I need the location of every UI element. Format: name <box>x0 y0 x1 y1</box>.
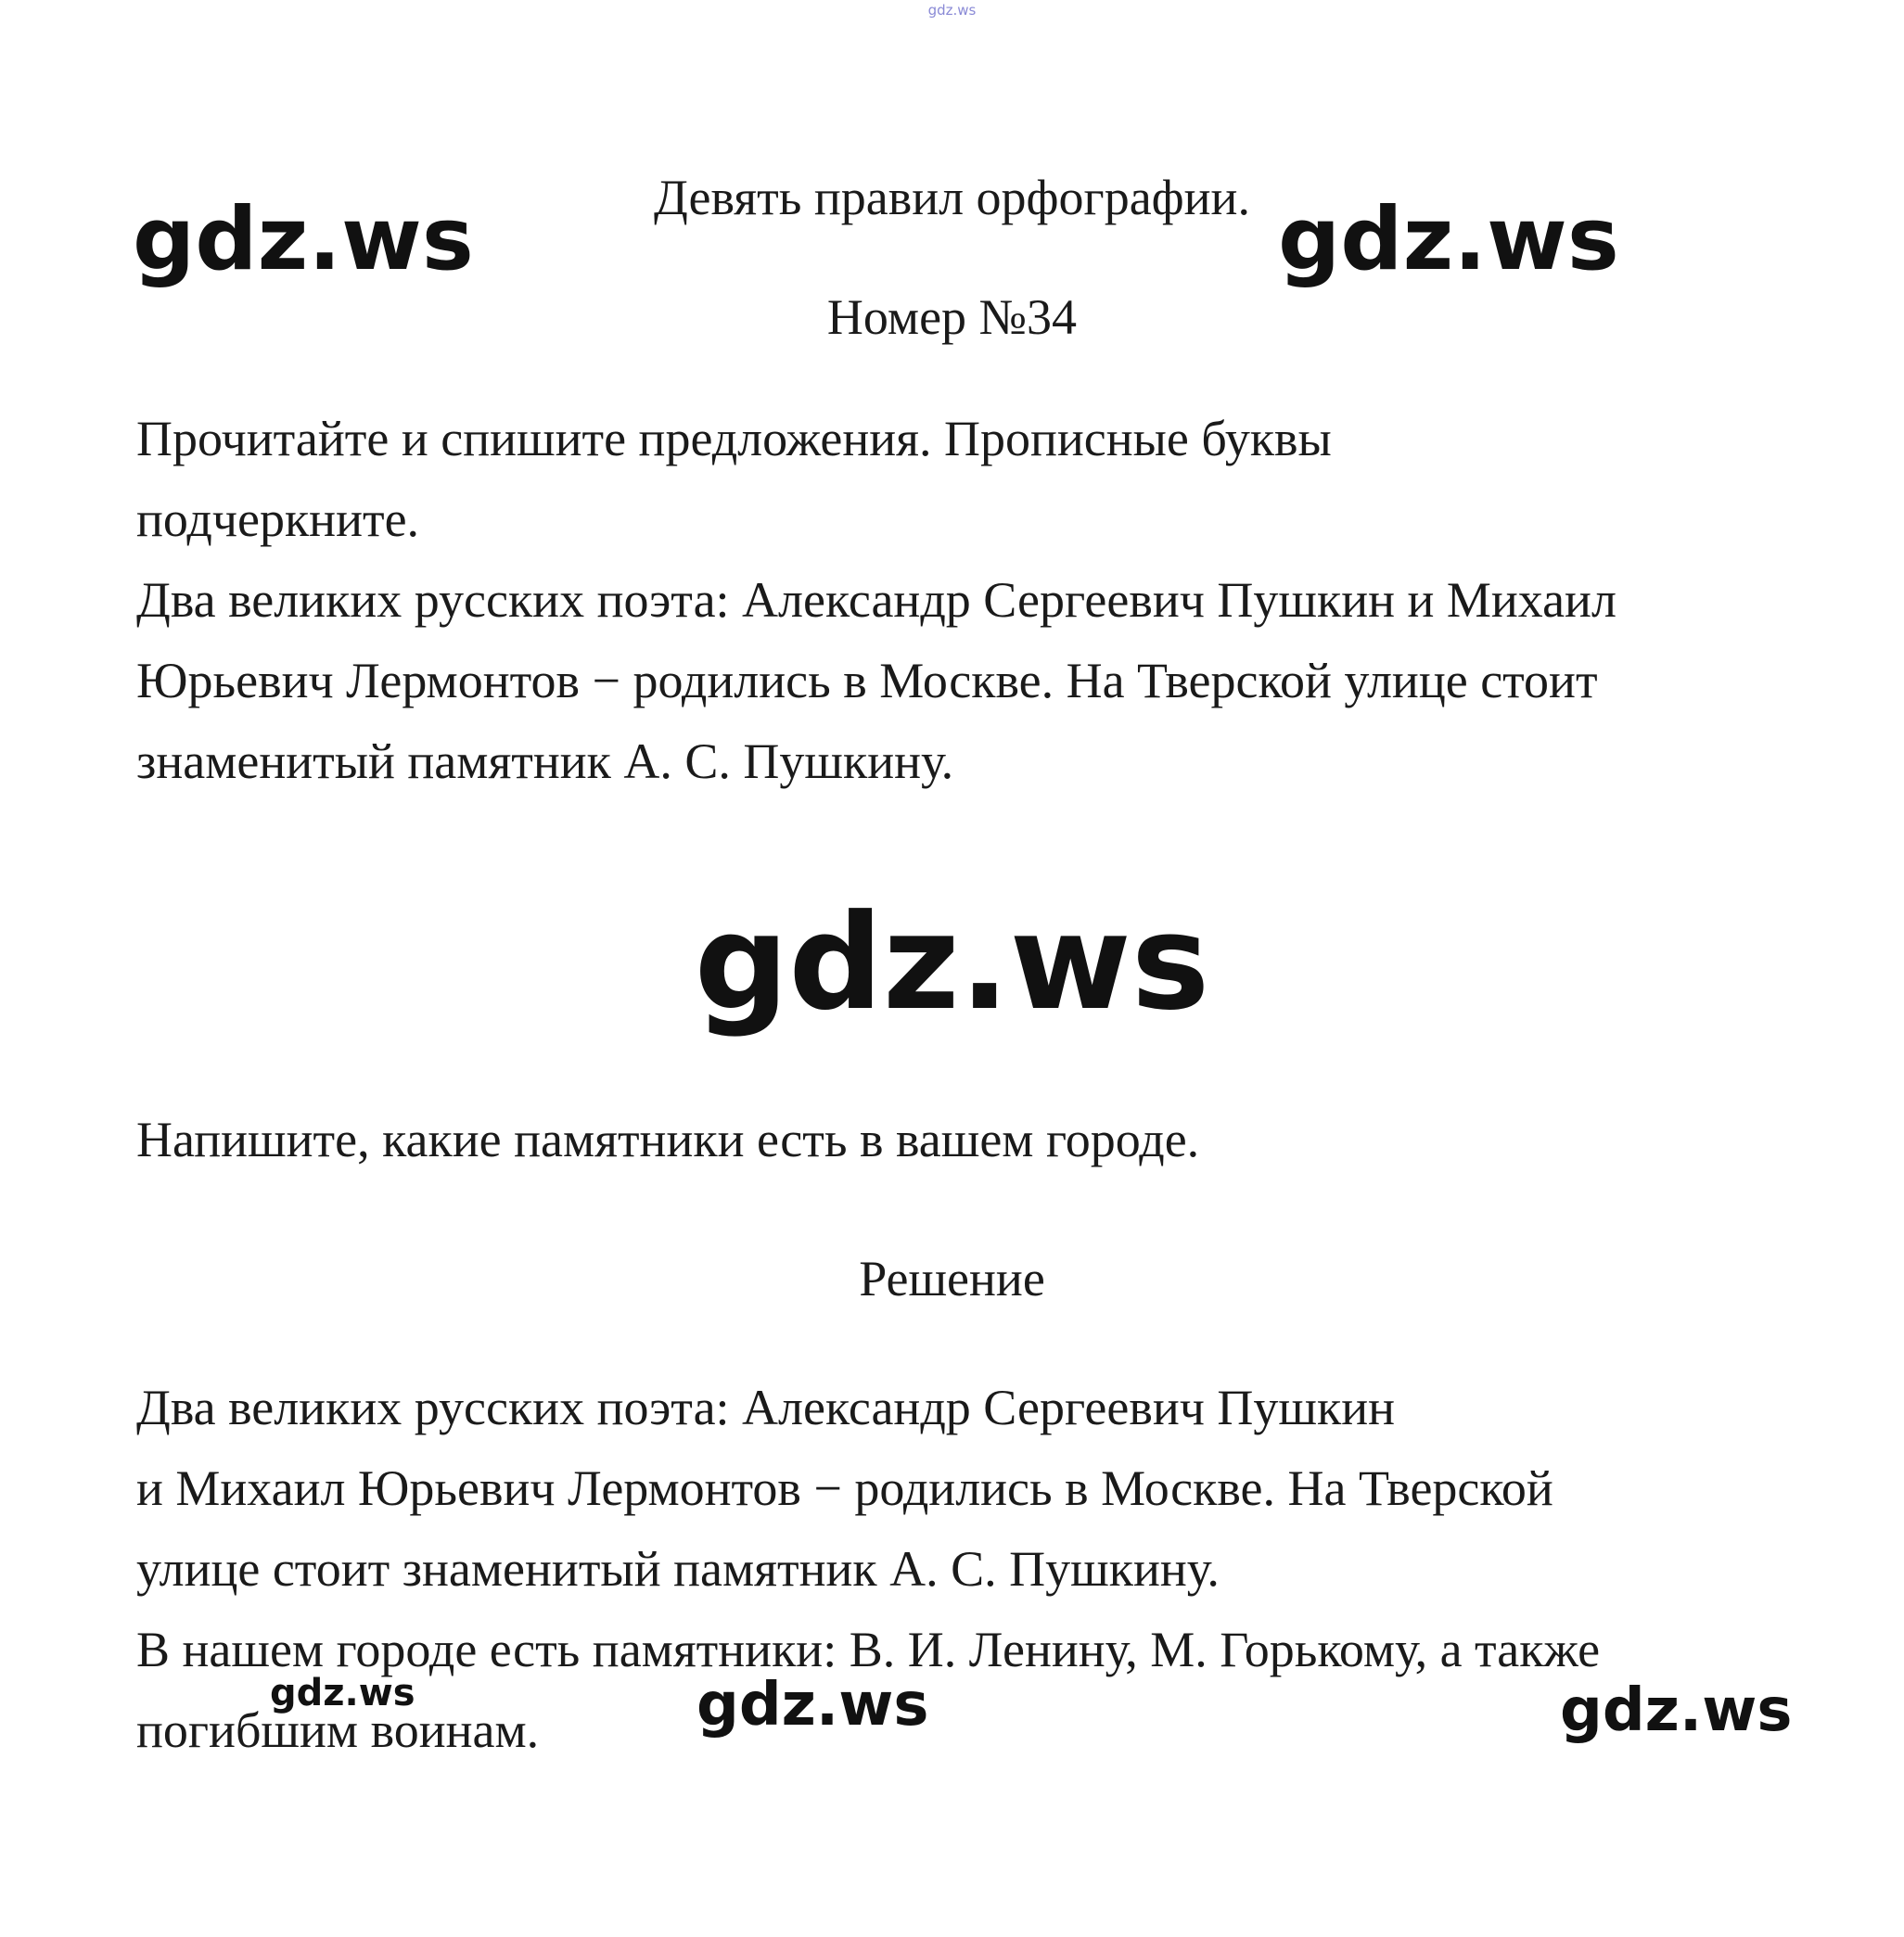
watermark-middle: gdz.ws <box>694 886 1210 1039</box>
task-line: знаменитый памятник А. С. Пушкину. <box>136 733 954 789</box>
task-line: Юрьевич Лермонтов − родились в Москве. На Тверской улице стоит <box>136 653 1598 708</box>
solution-line: В нашем городе есть памятники: В. И. Ленину, М. Горькому, а также <box>136 1622 1601 1677</box>
document-title: Девять правил орфографии. <box>654 170 1250 225</box>
watermark-top-left: gdz.ws <box>133 189 474 290</box>
task-text <box>136 399 1806 802</box>
watermark-top-right: gdz.ws <box>1278 189 1619 290</box>
question-line: Напишите, какие памятники есть в вашем городе. <box>136 1112 1200 1167</box>
watermark-tiny-top: gdz.ws <box>927 2 977 19</box>
task-line: подчеркните. <box>136 491 420 547</box>
task-line: Два великих русских поэта: Александр Сергеевич Пушкин и Михаил <box>136 572 1616 628</box>
exercise-number: Номер №34 <box>826 289 1078 345</box>
solution-line: погибшим воинам. <box>136 1702 540 1758</box>
solution-line: улице стоит знаменитый памятник А. С. Пушкину. <box>136 1541 1220 1597</box>
watermark-bottom-right: gdz.ws <box>1560 1676 1793 1745</box>
watermark-bottom-center: gdz.ws <box>696 1671 929 1739</box>
watermark-bottom-small: gdz.ws <box>270 1672 415 1714</box>
solution-heading: Решение <box>859 1251 1045 1306</box>
solution-line: и Михаил Юрьевич Лермонтов − родились в Москве. На Тверской <box>136 1460 1553 1516</box>
task-question <box>136 1100 1806 1180</box>
solution-line: Два великих русских поэта: Александр Сергеевич Пушкин <box>136 1380 1395 1435</box>
task-line: Прочитайте и спишите предложения. Прописные буквы <box>136 411 1332 466</box>
